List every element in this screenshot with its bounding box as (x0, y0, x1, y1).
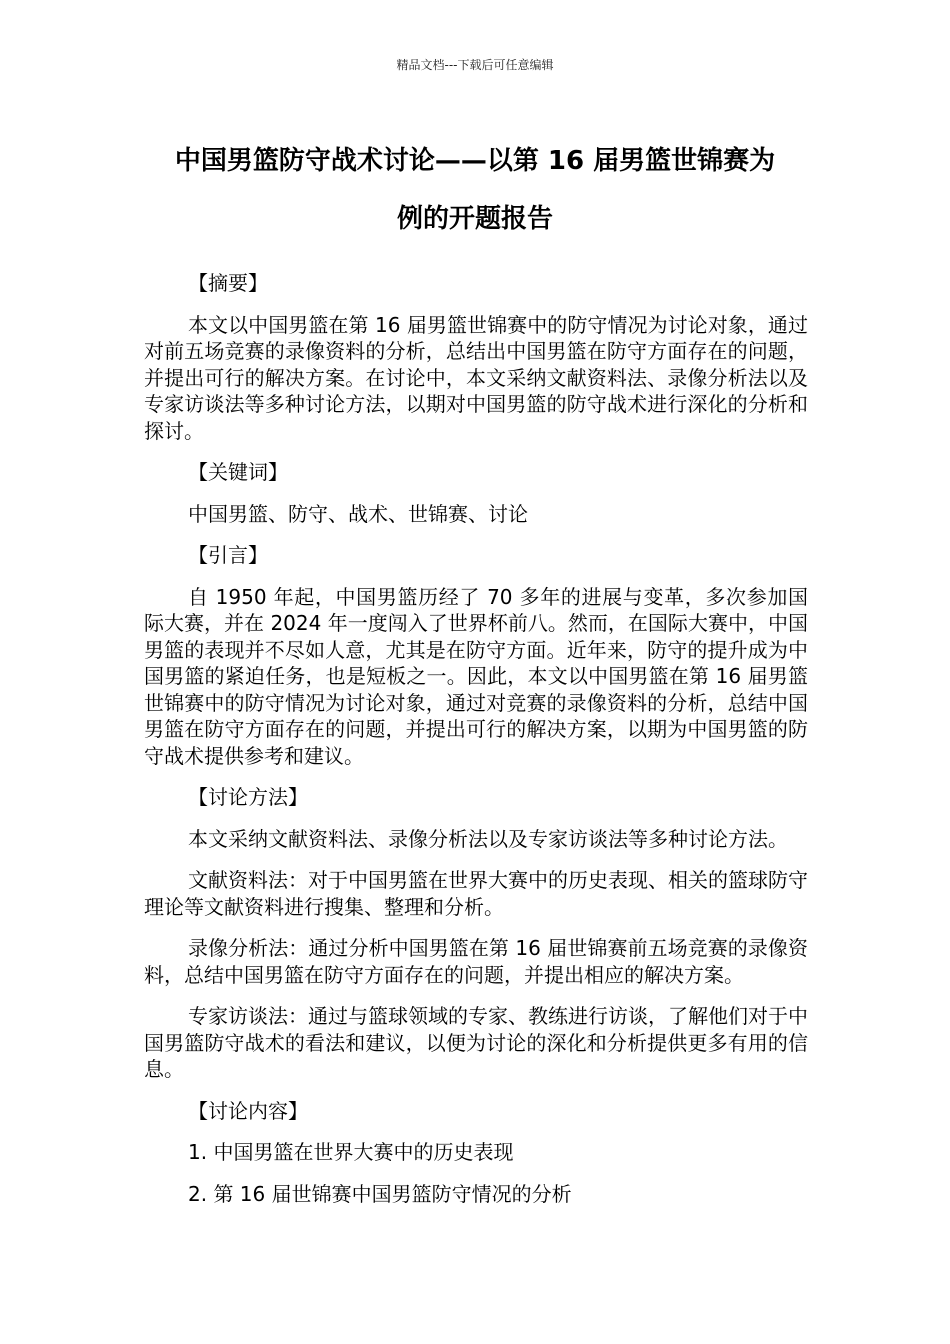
document-body (144, 270, 808, 1222)
content-item-2: 2. 第 16 届世锦赛中国男篮防守情况的分析 (188, 1181, 572, 1206)
title-line-2: 例的开题报告 (396, 204, 553, 234)
method-literature-paragraph: 文献资料法：对于中国男篮在世界大赛中的历史表现、相关的篮球防守理论等文献资料进行搜集、整理和分析。 (144, 868, 808, 919)
method-video-paragraph: 录像分析法：通过分析中国男篮在第 16 届世锦赛前五场竞赛的录像资料，总结中国男篮在防守方面存在的问题，并提出相应的解决方案。 (144, 936, 808, 987)
introduction-paragraph: 自 1950 年起，中国男篮历经了 70 多年的进展与变革，多次参加国际大赛，并在 2024 年一度闯入了世界杯前八。然而，在国际大赛中，中国男篮的表现并不尽如人意，尤其是在防守方面。近年来，防守的提升成为中国男篮的紧迫任务，也是短板之一。因此，本文以中国男篮在第 16 届男篮世锦赛中的防守情况为讨论对象，通过对竞赛的录像资料的分析，总结中国男篮在防守方面存在的问题，并提出可行的解决方案，以期为中国男篮的防守战术提供参考和建议。 (144, 584, 808, 768)
methods-summary-paragraph: 本文采纳文献资料法、录像分析法以及专家访谈法等多种讨论方法。 (188, 826, 788, 851)
document-title (140, 132, 810, 248)
section-heading-abstract: 【摘要】 (188, 271, 268, 295)
section-heading-introduction: 【引言】 (188, 543, 268, 567)
section-heading-keywords: 【关键词】 (188, 460, 288, 484)
section-heading-methods: 【讨论方法】 (188, 785, 308, 809)
abstract-paragraph: 本文以中国男篮在第 16 届男篮世锦赛中的防守情况为讨论对象，通过对前五场竞赛的录像资料的分析，总结出中国男篮在防守方面存在的问题，并提出可行的解决方案。在讨论中，本文采纳文献资料法、录像分析法以及专家访谈法等多种讨论方法，以期对中国男篮的防守战术进行深化的分析和探讨。 (144, 312, 808, 443)
header-note: 精品文档---下载后可任意编辑 (396, 58, 554, 72)
title-line-1: 中国男篮防守战术讨论——以第 16 届男篮世锦赛为 (174, 146, 776, 176)
keywords-paragraph: 中国男篮、防守、战术、世锦赛、讨论 (188, 501, 528, 526)
method-interview-paragraph: 专家访谈法：通过与篮球领域的专家、教练进行访谈，了解他们对于中国男篮防守战术的看法和建议，以便为讨论的深化和分析提供更多有用的信息。 (144, 1004, 808, 1081)
section-heading-content: 【讨论内容】 (188, 1098, 308, 1123)
content-item-1: 1. 中国男篮在世界大赛中的历史表现 (188, 1140, 514, 1164)
